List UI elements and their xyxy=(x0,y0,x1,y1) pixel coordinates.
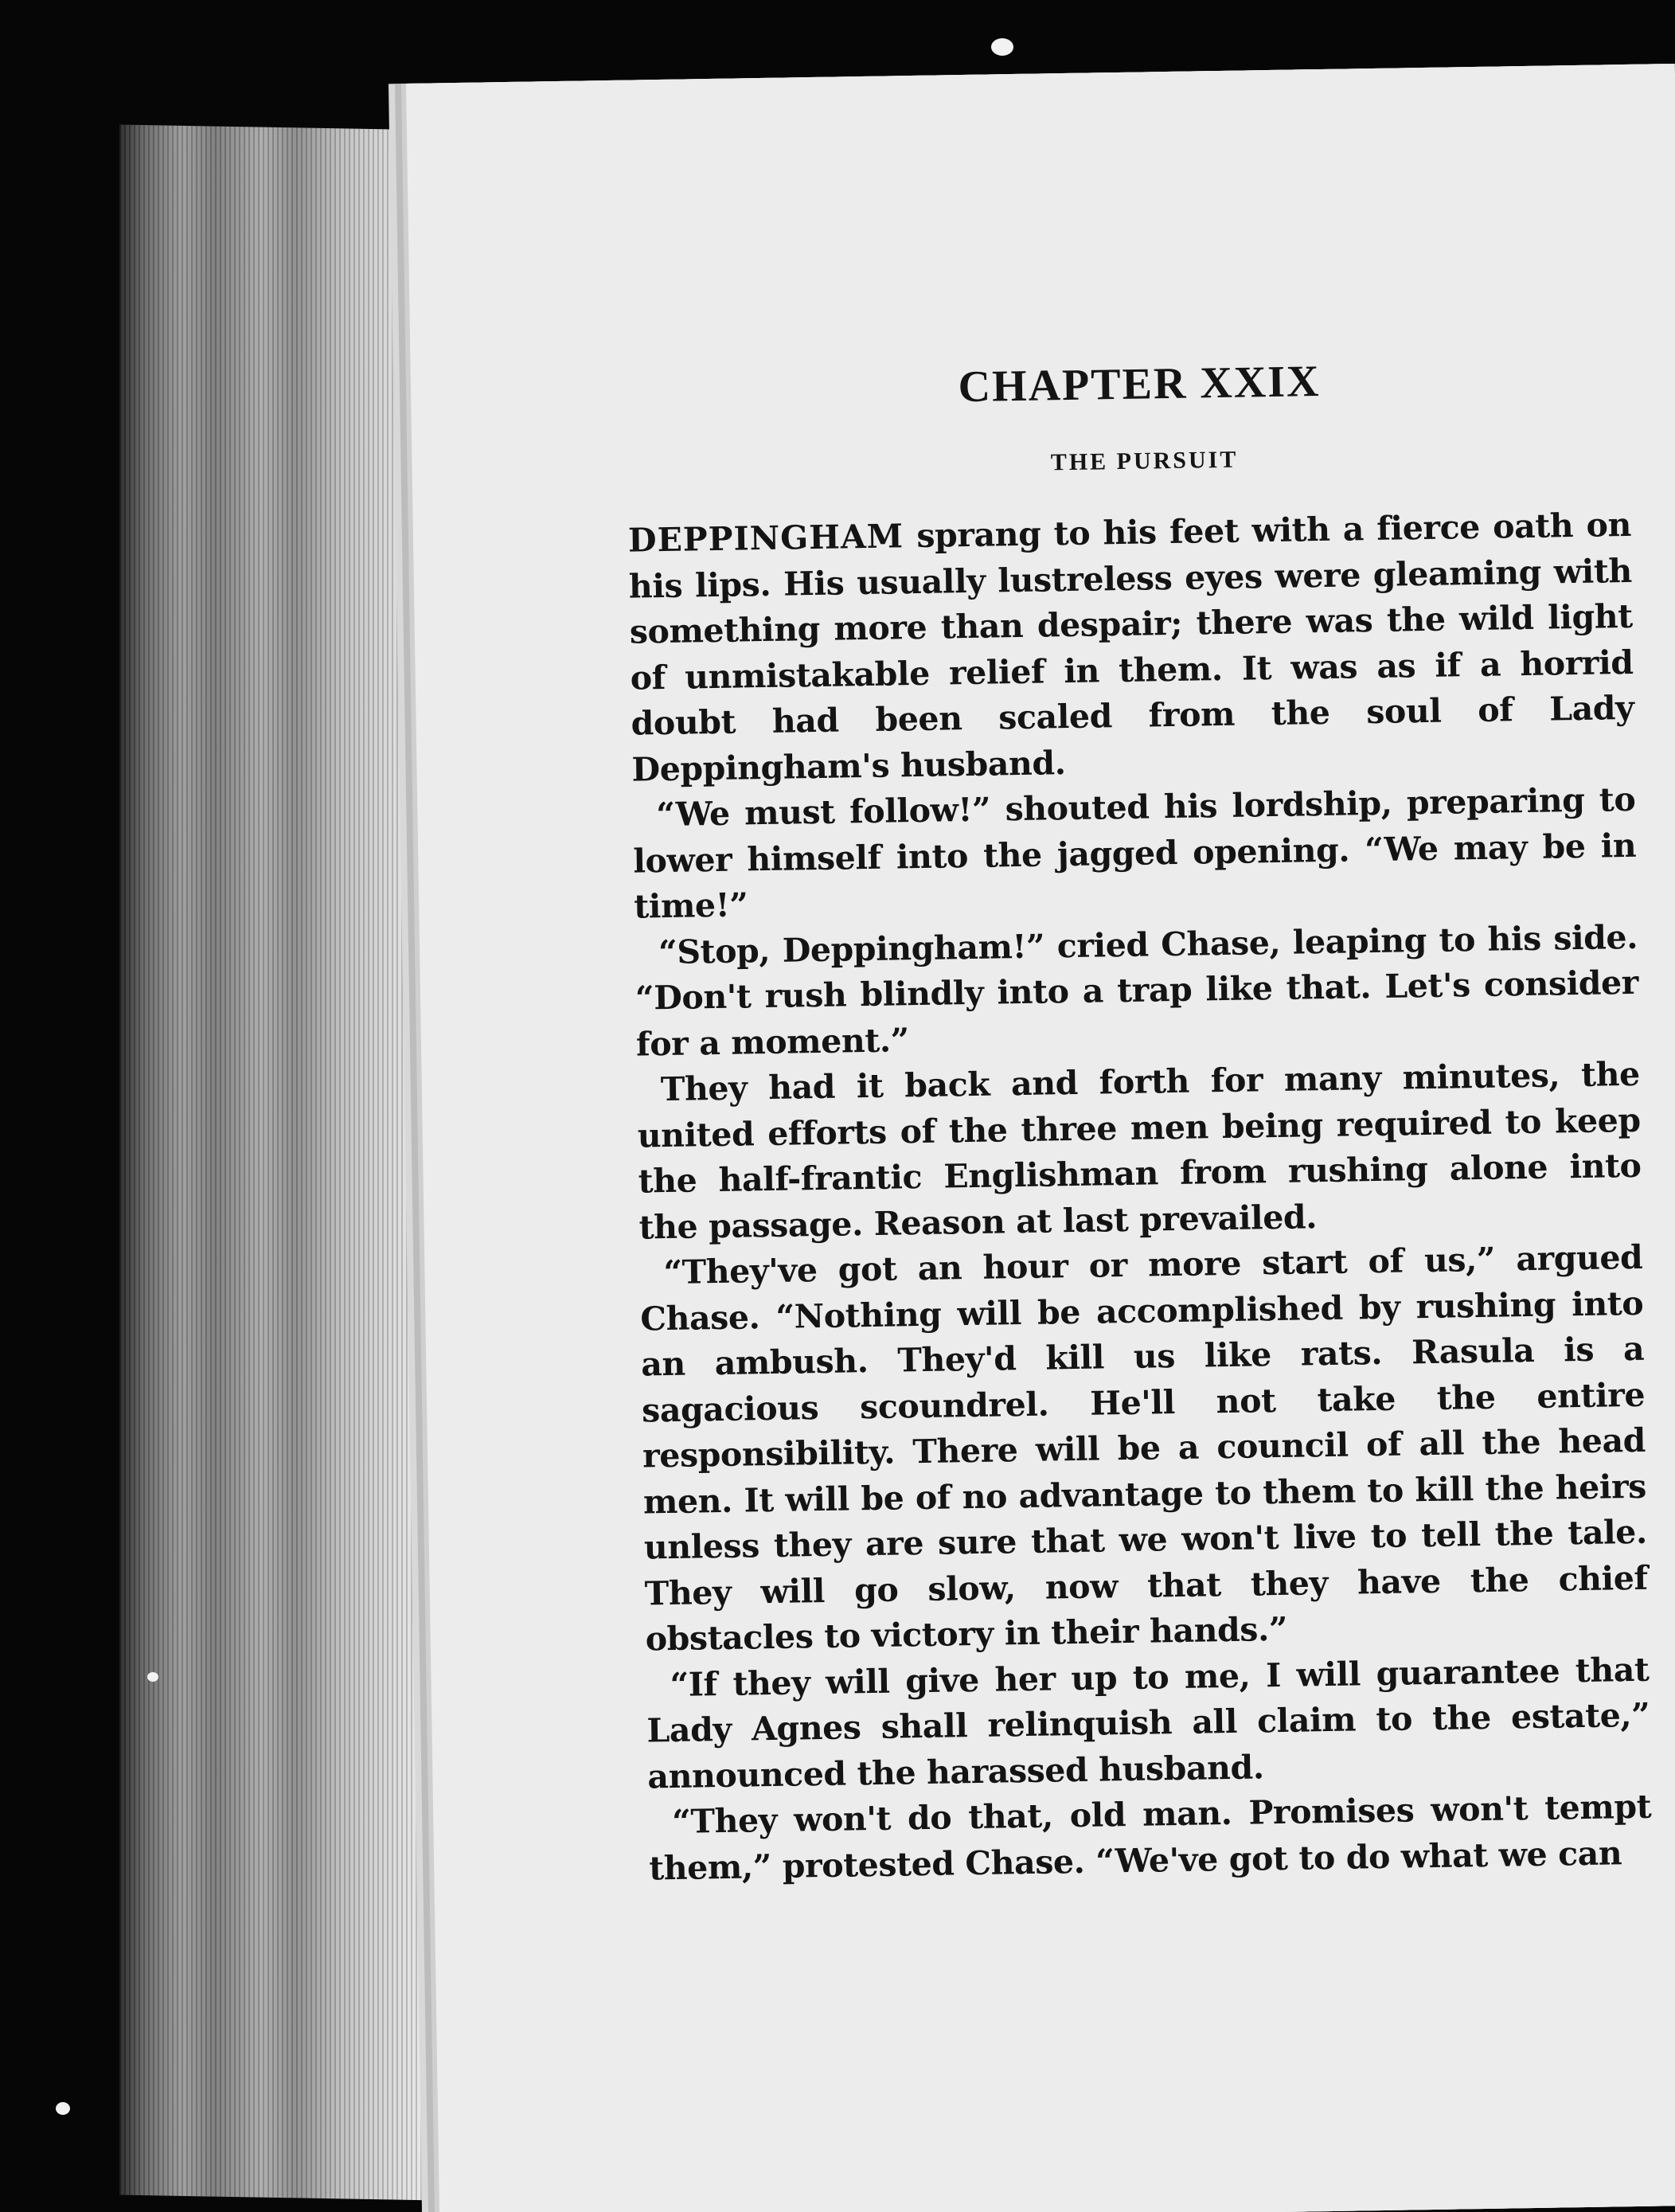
paragraph: “Stop, Deppingham!” cried Chase, leaping to his side. “Don't rush blindly into a trap like that. Let's consider for a moment.” xyxy=(634,917,1639,1064)
paragraph: “We must follow!” shouted his lordship, preparing to lower himself into the jagged opening. “We may be in time!” xyxy=(632,780,1637,926)
page-content xyxy=(626,351,1653,1892)
paragraph xyxy=(628,502,1635,793)
chapter-heading: CHAPTER XXIX xyxy=(958,357,1321,412)
paragraph: “If they will give her up to me, I will guarantee that Lady Agnes shall relinquish all claim to the estate,” announced the harassed husband. xyxy=(646,1650,1650,1796)
lead-word: DEPPINGHAM xyxy=(627,517,904,560)
paragraph: “They've got an hour or more start of us,” argued Chase. “Nothing will be accomplished by rushing into an ambush. They'd kill us like rats. Rasula is a sagacious scoundrel. He'll not take the entire responsibility. There will be a council of all the head men. It will be of no advantage to them to kill the heirs unless they are sure that we won't live to tell the tale. They will go slow, now that they have the chief obstacles to victory in their hands.” xyxy=(640,1237,1649,1659)
paragraph: “They won't do that, old man. Promises won't tempt them,” protested Chase. “We've got to do what we can xyxy=(648,1787,1652,1887)
page-edges xyxy=(119,125,438,2201)
book-page xyxy=(406,64,1675,2212)
dust-speck xyxy=(147,1672,158,1682)
dust-speck xyxy=(56,2102,70,2115)
paragraph: They had it back and forth for many minutes, the united efforts of the three men being required to keep the half-frantic Englishman from rushing alone into the passage. Reason at last prevailed. xyxy=(637,1054,1642,1247)
paragraph-text: sprang to his feet with a fierce oath on his lips. His usually lustreless eyes were gleaming with something more than despair; there was the wild light of unmistakable relief in them. It was as if a horrid doubt had been scaled from the soul of Lady Deppingham's husband. xyxy=(628,505,1634,789)
dust-speck xyxy=(991,38,1013,56)
chapter-subheading: THE PURSUIT xyxy=(1050,446,1239,476)
